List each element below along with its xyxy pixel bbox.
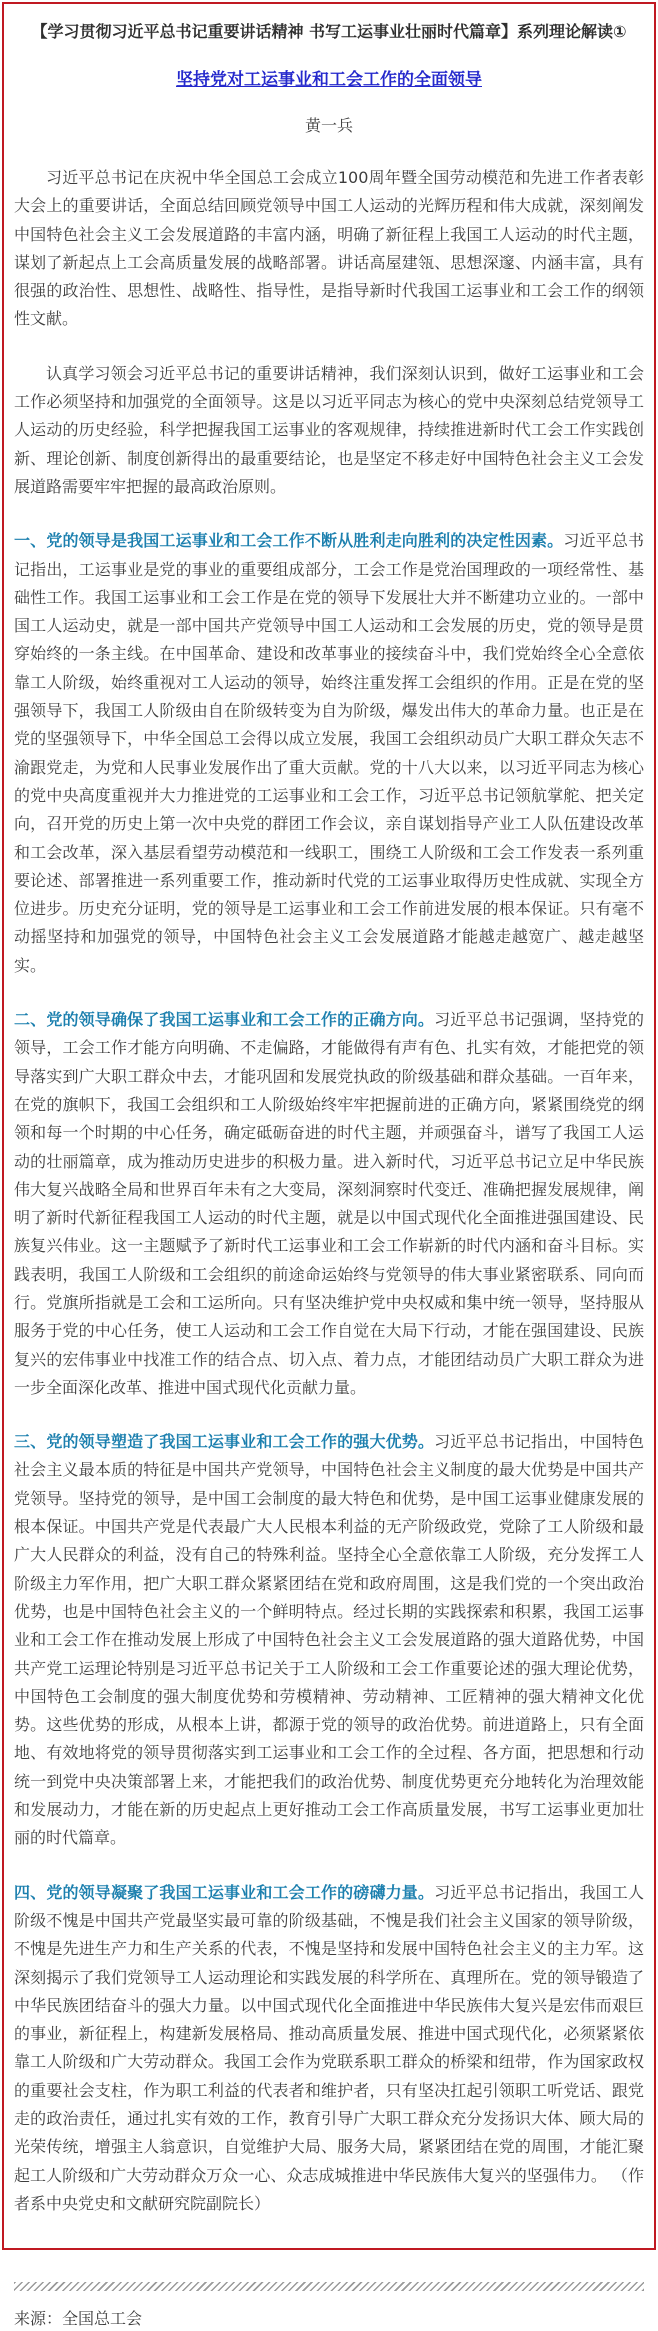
intro-paragraph: 认真学习领会习近平总书记的重要讲话精神，我们深刻认识到，做好工运事业和工会工作必须坚持和加强党的全面领导。这是以习近平同志为核心的党中央深刻总结党领导工人运动的历史经验，科学把握我国工运事业的客观规律，持续推进新时代工会工作实践创新、理论创新、制度创新得出的最重要结论，也是坚定不移走好中国特色社会主义工会发展道路需要牢牢把握的最高政治原则。 — [14, 363, 644, 496]
article-border-box — [2, 2, 656, 2250]
section-heading: 三、党的领导塑造了我国工运事业和工会工作的强大优势。 — [14, 1432, 435, 1452]
section-paragraph: 一、党的领导是我国工运事业和工会工作不断从胜利走向胜利的决定性因素。习近平总书记指出，工运事业是党的事业的重要组成部分，工会工作是党治国理政的一项经常性、基础性工作。我国工运事业和工会工作是在党的领导下发展壮大并不断建功立业的。一部中国工人运动史，就是一部中国共产党领导中国工人运动和工会发展的历史，党的领导是贯穿始终的一条主线。在中国革命、建设和改革事业的接续奋斗中，我们党始终全心全意依靠工人阶级，始终重视对工人运动的领导，始终注重发挥工会组织的作用。正是在党的坚强领导下，我国工人阶级由自在阶级转变为自为阶级，爆发出伟大的革命力量。也正是在党的坚强领导下，中华全国总工会得以成立发展，我国工会组织动员广大职工群众矢志不渝跟党走，为党和人民事业发展作出了重大贡献。党的十八大以来，以习近平同志为核心的党中央高度重视并大力推进党的工运事业和工会工作，习近平总书记领航掌舵、把关定向，召开党的历史上第一次中央党的群团工作会议，亲自谋划指导产业工人队伍建设改革和工会改革，深入基层看望劳动模范和一线职工，围绕工人阶级和工会工作发表一系列重要论述、部署推进一系列重要工作，推动新时代党的工运事业取得历史性成就、实现全方位进步。历史充分证明，党的领导是工运事业和工会工作前进发展的根本保证。只有毫不动摇坚持和加强党的领导，中国特色社会主义工会发展道路才能越走越宽广、越走越坚实。 — [14, 531, 644, 975]
hatched-divider — [14, 2282, 644, 2291]
section-paragraph: 二、党的领导确保了我国工运事业和工会工作的正确方向。习近平总书记强调，坚持党的领导，工会工作才能方向明确、不走偏路，才能做得有声有色、扎实有效，才能把党的领导落实到广大职工群众中去，才能巩固和发展党执政的阶级基础和群众基础。一百年来，在党的旗帜下，我国工会组织和工人阶级始终牢牢把握前进的正确方向，紧紧围绕党的纲领和每一个时期的中心任务，确定砥砺奋进的时代主题，并顽强奋斗，谱写了我国工人运动的壮丽篇章，成为推动历史进步的积极力量。进入新时代，习近平总书记立足中华民族伟大复兴战略全局和世界百年未有之大变局，深刻洞察时代变迁、准确把握发展规律，阐明了新时代新征程我国工人运动的时代主题，就是以中国式现代化全面推进强国建设、民族复兴伟业。这一主题赋予了新时代工运事业和工会工作崭新的时代内涵和奋斗目标。实践表明，我国工人阶级和工会组织的前途命运始终与党领导的伟大事业紧密联系、同向而行。党旗所指就是工会和工运所向。只有坚决维护党中央权威和集中统一领导，坚持服从服务于党的中心任务，使工人运动和工会工作自觉在大局下行动，才能在强国建设、民族复兴的宏伟事业中找准工作的结合点、切入点、着力点，才能团结动员广大职工群众为进一步全面深化改革、推进中国式现代化贡献力量。 — [14, 1010, 644, 1397]
article-title-link[interactable]: 坚持党对工运事业和工会工作的全面领导 — [176, 70, 482, 90]
source-line: 来源：全国总工会 — [14, 2309, 143, 2329]
author-name: 黄一兵 — [304, 116, 353, 135]
series-title: 【学习贯彻习近平总书记重要讲话精神 书写工运事业壮丽时代篇章】系列理论解读① — [31, 22, 627, 41]
section-heading: 一、党的领导是我国工运事业和工会工作不断从胜利走向胜利的决定性因素。 — [14, 531, 564, 551]
section-paragraph: 四、党的领导凝聚了我国工运事业和工会工作的磅礴力量。习近平总书记指出，我国工人阶级不愧是中国共产党最坚实最可靠的阶级基础，不愧是我们社会主义国家的领导阶级，不愧是先进生产力和生产关系的代表，不愧是坚持和发展中国特色社会主义的主力军。这深刻揭示了我们党领导工人运动理论和实践发展的科学所在、真理所在。党的领导锻造了中华民族团结奋斗的强大力量。以中国式现代化全面推进中华民族伟大复兴是宏伟而艰巨的事业，新征程上，构建新发展格局、推动高质量发展、推进中国式现代化，必须紧紧依靠工人阶级和广大劳动群众。我国工会作为党联系职工群众的桥梁和纽带，作为国家政权的重要社会支柱，作为职工利益的代表者和维护者，只有坚决扛起引领职工听党话、跟党走的政治责任，通过扎实有效的工作，教育引导广大职工群众充分发扬识大体、顾大局的光荣传统，增强主人翁意识，自觉维护大局、服务大局，紧紧团结在党的周围，才能汇聚起工人阶级和广大劳动群众万众一心、众志成城推进中华民族伟大复兴的坚强伟力。 （作者系中央党史和文献研究院副院长） — [14, 1882, 644, 2213]
intro-paragraph: 习近平总书记在庆祝中华全国总工会成立100周年暨全国劳动模范和先进工作者表彰大会上的重要讲话，全面总结回顾党领导中国工人运动的光辉历程和伟大成就，深刻阐发中国特色社会主义工会发展道路的丰富内涵，明确了新征程上我国工人运动的时代主题，谋划了新起点上工会高质量发展的战略部署。讲话高屋建瓴、思想深邃、内涵丰富，具有很强的政治性、思想性、战略性、指导性，是指导新时代我国工运事业和工会工作的纲领性文献。 — [14, 168, 644, 329]
section-heading: 二、党的领导确保了我国工运事业和工会工作的正确方向。 — [14, 1010, 435, 1030]
section-heading: 四、党的领导凝聚了我国工运事业和工会工作的磅礴力量。 — [14, 1882, 435, 1902]
section-paragraph: 三、党的领导塑造了我国工运事业和工会工作的强大优势。习近平总书记指出，中国特色社会主义最本质的特征是中国共产党领导，中国特色社会主义制度的最大优势是中国共产党领导。坚持党的领导，是中国工会制度的最大特色和优势，是中国工运事业健康发展的根本保证。中国共产党是代表最广大人民根本利益的无产阶级政党，党除了工人阶级和最广大人民群众的利益，没有自己的特殊利益。坚持全心全意依靠工人阶级，充分发挥工人阶级主力军作用，把广大职工群众紧紧团结在党和政府周围，这是我们党的一个突出政治优势，也是中国特色社会主义的一个鲜明特点。经过长期的实践探索和积累，我国工运事业和工会工作在推动发展上形成了中国特色社会主义工会发展道路的强大道路优势，中国共产党工运理论特别是习近平总书记关于工人阶级和工会工作重要论述的强大理论优势，中国特色工会制度的强大制度优势和劳模精神、劳动精神、工匠精神的强大精神文化优势。这些优势的形成，从根本上讲，都源于党的领导的政治优势。前进道路上，只有全面地、有效地将党的领导贯彻落实到工运事业和工会工作的全过程、各方面，把思想和行动统一到党中央决策部署上来，才能把我们的政治优势、制度优势更充分地转化为治理效能和发展动力，才能在新的历史起点上更好推动工会工作高质量发展，书写工运事业更加壮丽的时代篇章。 — [14, 1432, 644, 1848]
article-body — [14, 164, 644, 2218]
